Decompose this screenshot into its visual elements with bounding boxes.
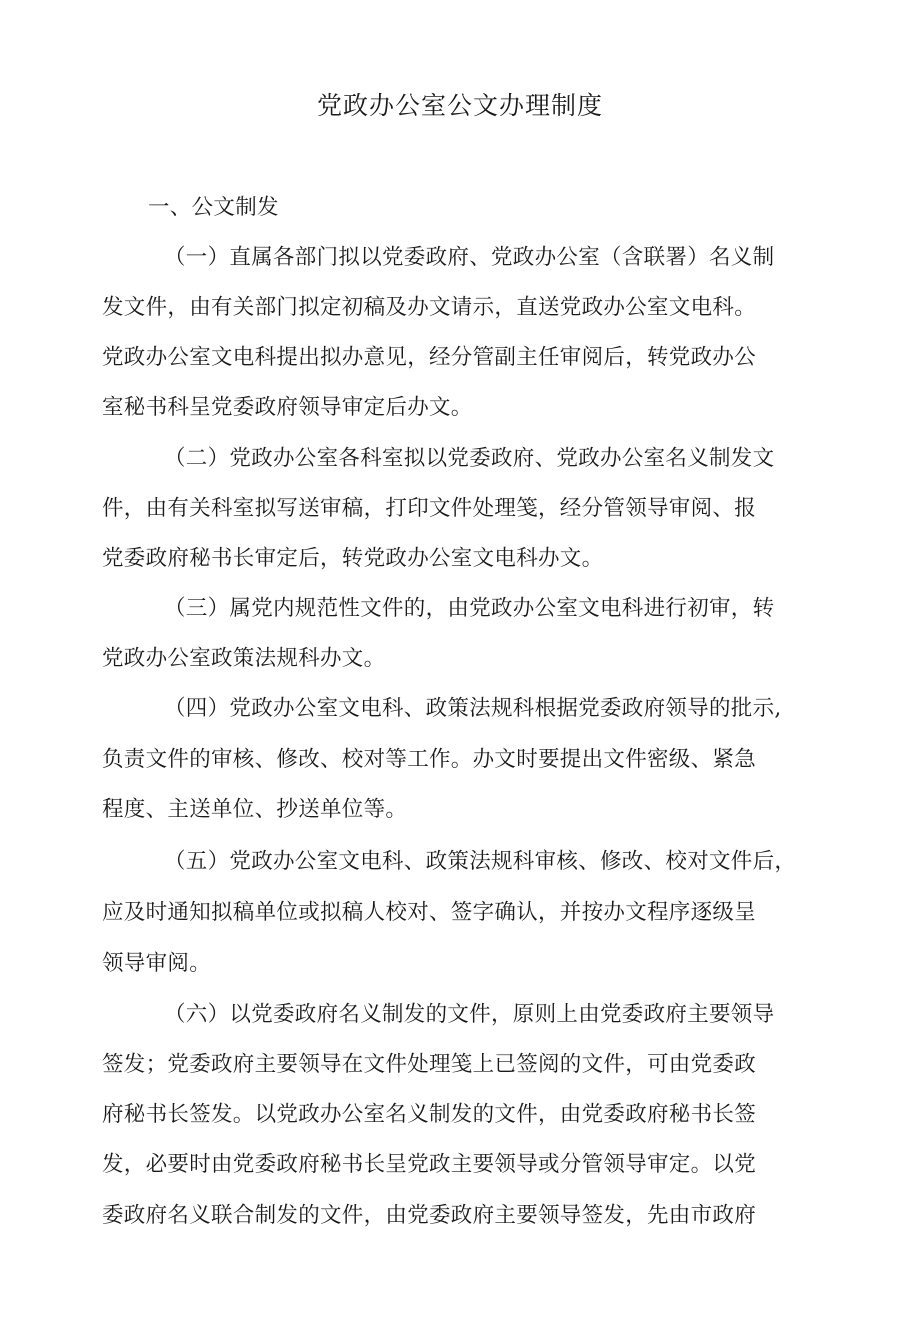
paragraph-line: 应及时通知拟稿单位或拟稿人校对、签字确认，并按办文程序逐级呈 [102,900,757,925]
paragraph-line: （二）党政办公室各科室拟以党委政府、党政办公室名义制发文 [164,446,775,471]
paragraph-line: 程度、主送单位、抄送单位等。 [102,797,408,822]
paragraph-line: 府秘书长签发。以党政办公室名义制发的文件，由党委政府秘书长签 [102,1102,757,1127]
paragraph-line: （四）党政办公室文电科、政策法规科根据党委政府领导的批示, [164,696,782,721]
paragraph-line: 件，由有关科室拟写送审稿，打印文件处理笺，经分管领导审阅、报 [102,496,757,521]
paragraph-line: 室秘书科呈党委政府领导审定后办文。 [102,395,473,420]
paragraph-line: 党委政府秘书长审定后，转党政办公室文电科办文。 [102,546,604,571]
paragraph-line: 发，必要时由党委政府秘书长呈党政主要领导或分管领导审定。以党 [102,1152,757,1177]
paragraph-line: 发文件，由有关部门拟定初稿及办文请示，直送党政办公室文电科。 [102,295,757,320]
paragraph-line: 签发；党委政府主要领导在文件处理笺上已签阅的文件，可由党委政 [102,1052,757,1077]
document-title: 党政办公室公文办理制度 [316,91,603,120]
paragraph-line: 负责文件的审核、修改、校对等工作。办文时要提出文件密级、紧急 [102,747,757,772]
paragraph-line: 党政办公室文电科提出拟办意见，经分管副主任审阅后，转党政办公 [102,345,757,370]
paragraph-line: 领导审阅。 [102,951,212,976]
section-heading: 一、公文制发 [148,195,279,220]
paragraph-line: 委政府名义联合制发的文件，由党委政府主要领导签发，先由市政府 [102,1203,757,1228]
paragraph-line: （三）属党内规范性文件的，由党政办公室文电科进行初审，转 [164,596,775,621]
paragraph-line: （六）以党委政府名义制发的文件，原则上由党委政府主要领导 [164,1002,775,1027]
paragraph-line: （一）直属各部门拟以党委政府、党政办公室（含联署）名义制 [164,245,775,270]
paragraph-line: 党政办公室政策法规科办文。 [102,646,386,671]
paragraph-line: （五）党政办公室文电科、政策法规科审核、修改、校对文件后， [164,849,797,874]
